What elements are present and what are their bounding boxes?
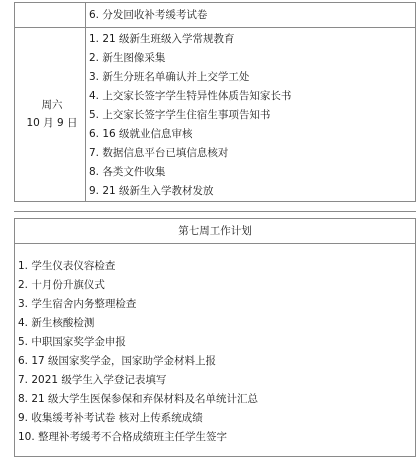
plan-task-item: 1. 学生仪表仪容检查 bbox=[18, 260, 116, 272]
day-task-item: 5. 上交家长签字学生住宿生事项告知书 bbox=[89, 109, 271, 121]
day-task-item: 1. 21 级新生班级入学常规教育 bbox=[89, 33, 235, 45]
row-divider bbox=[14, 27, 416, 28]
plan-table-right-border bbox=[415, 218, 416, 457]
day-task-item: 2. 新生图像采集 bbox=[89, 52, 166, 64]
plan-task-item: 2. 十月份升旗仪式 bbox=[18, 279, 105, 291]
plan-table-left-border bbox=[14, 218, 15, 457]
plan-title-divider bbox=[14, 243, 416, 244]
plan-task-item: 10. 整理补考缓考不合格成绩班主任学生签字 bbox=[18, 431, 228, 443]
plan-table-top-border bbox=[14, 218, 416, 219]
day-date: 10 月 9 日 bbox=[26, 117, 78, 129]
day-task-item: 8. 各类文件收集 bbox=[89, 166, 166, 178]
day-task-item: 7. 数据信息平台已填信息核对 bbox=[89, 147, 229, 159]
day-task-item: 3. 新生分班名单确认并上交学工处 bbox=[89, 71, 250, 83]
plan-task-item: 9. 收集缓考补考试卷 核对上传系统成绩 bbox=[18, 412, 203, 424]
table-right-border bbox=[415, 2, 416, 202]
day-task-item: 6. 16 级就业信息审核 bbox=[89, 128, 193, 140]
plan-task-item: 4. 新生核酸检测 bbox=[18, 317, 95, 329]
table-top-border bbox=[14, 2, 416, 3]
plan-task-item: 7. 2021 级学生入学登记表填写 bbox=[18, 374, 167, 386]
day-task-item: 4. 上交家长签字学生特异性体质告知家长书 bbox=[89, 90, 292, 102]
table-bottom-border bbox=[14, 201, 416, 202]
plan-task-item: 5. 中职国家奖学金申报 bbox=[18, 336, 126, 348]
spacer-line bbox=[14, 211, 416, 212]
top-row-item: 6. 分发回收补考缓考试卷 bbox=[89, 9, 208, 21]
plan-task-item: 6. 17 级国家奖学金，国家助学金材料上报 bbox=[18, 355, 217, 367]
plan-task-item: 8. 21 级大学生医保参保和弃保材料及名单统计汇总 bbox=[18, 393, 259, 405]
plan-task-item: 3. 学生宿舍内务整理检查 bbox=[18, 298, 137, 310]
day-task-item: 9. 21 级新生入学教材发放 bbox=[89, 185, 214, 197]
plan-table-bottom-border bbox=[14, 456, 416, 457]
plan-title: 第七周工作计划 bbox=[178, 225, 252, 237]
day-weekday: 周六 bbox=[41, 99, 63, 111]
table-left-border bbox=[14, 2, 15, 202]
